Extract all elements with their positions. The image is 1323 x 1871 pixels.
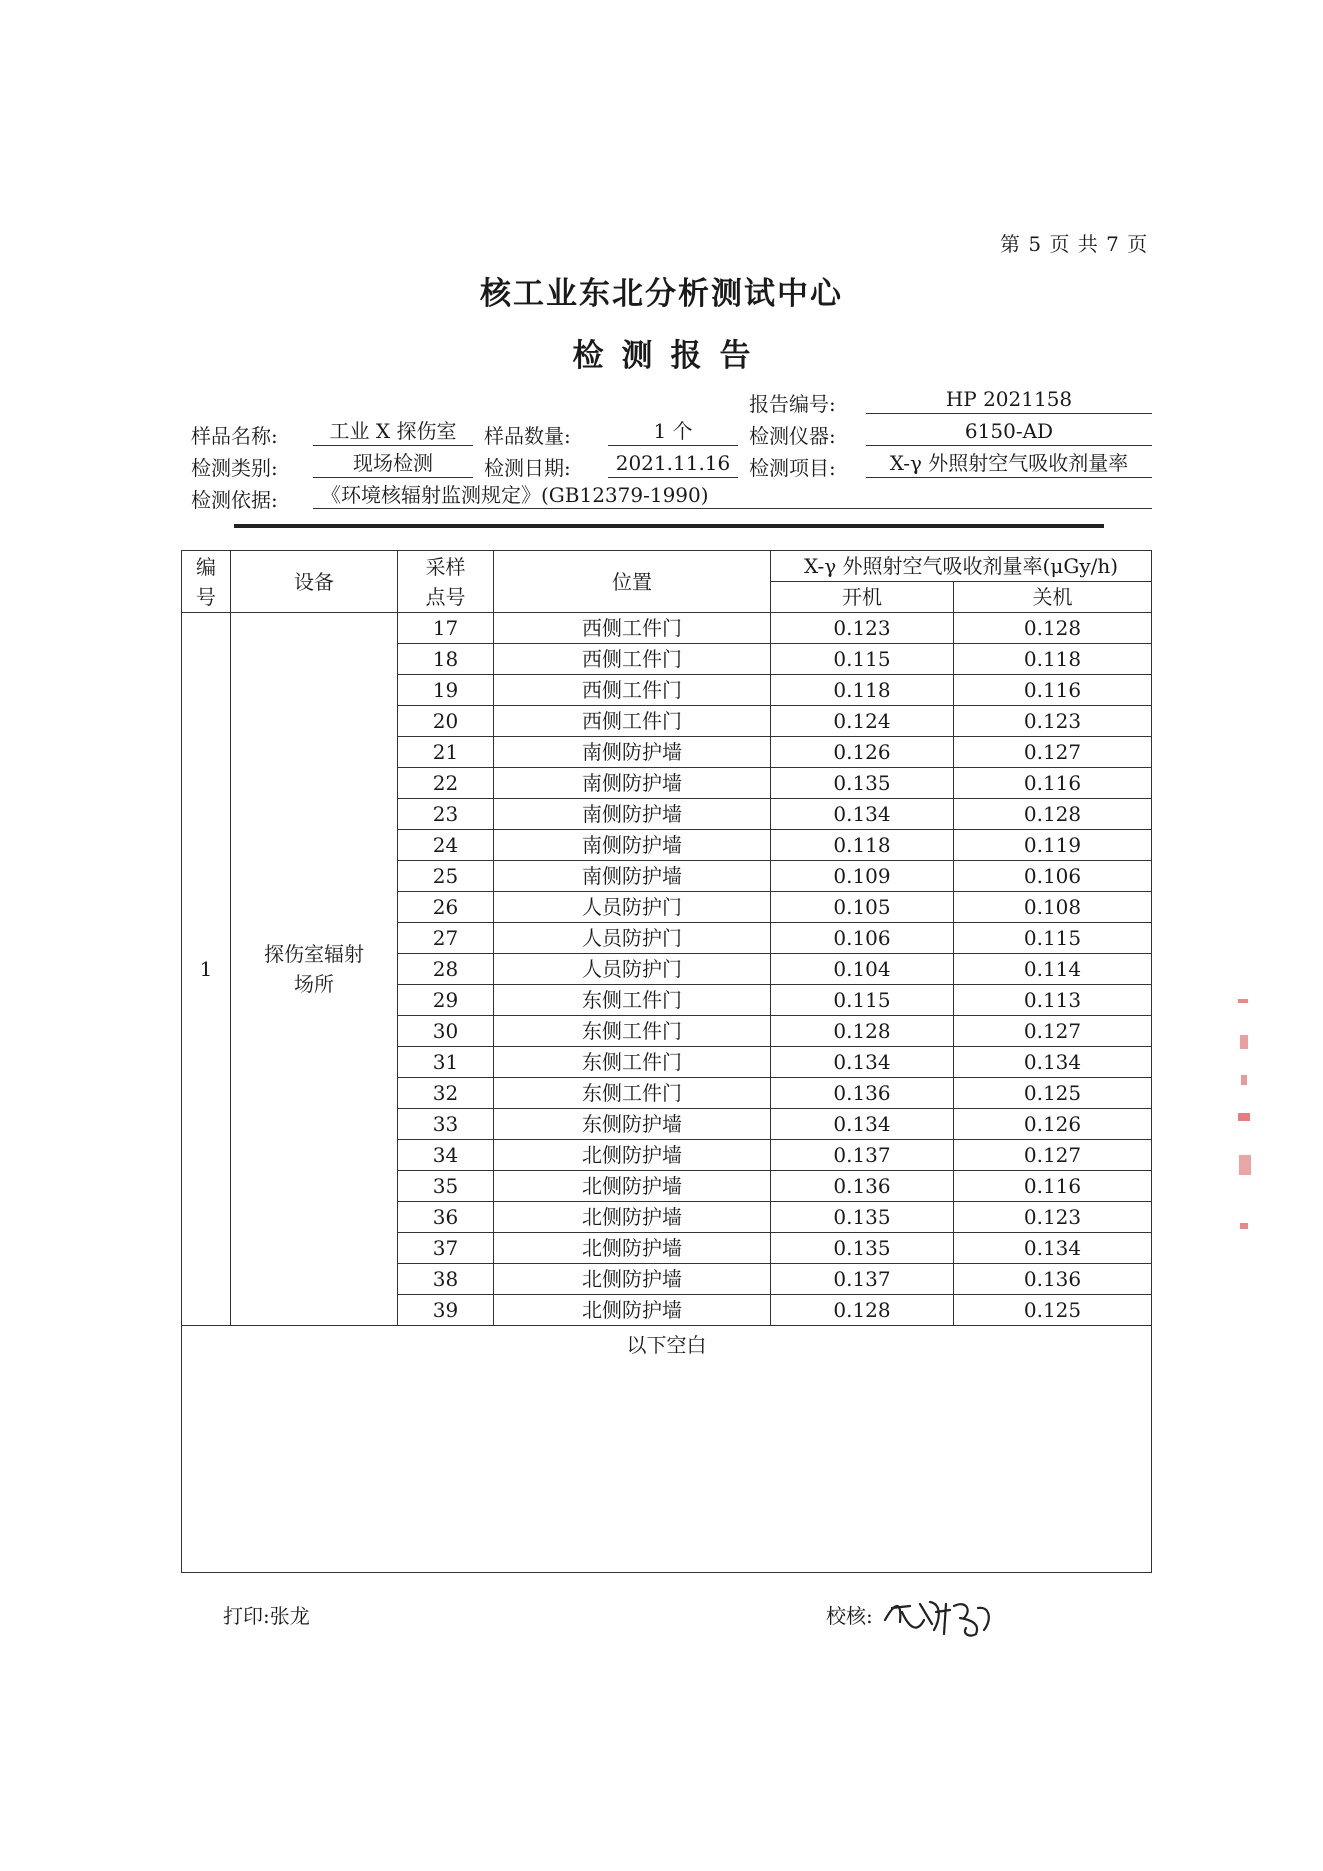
header-point: 采样点号	[398, 551, 494, 613]
cell-off: 0.125	[954, 1078, 1152, 1109]
cell-off: 0.116	[954, 768, 1152, 799]
cell-off: 0.119	[954, 830, 1152, 861]
cell-point: 28	[398, 954, 494, 985]
cell-point: 39	[398, 1295, 494, 1326]
cell-position: 人员防护门	[494, 923, 771, 954]
page-number: 第 5 页 共 7 页	[1000, 232, 1149, 256]
cell-position: 西侧工件门	[494, 613, 771, 644]
test-item-label: 检测项目:	[749, 456, 836, 480]
group-device: 探伤室辐射场所	[231, 613, 398, 1326]
cell-point: 20	[398, 706, 494, 737]
header-position: 位置	[494, 551, 771, 613]
basis-value: 《环境核辐射监测规定》(GB12379-1990)	[313, 482, 1152, 509]
cell-position: 南侧防护墙	[494, 861, 771, 892]
cell-position: 东侧工件门	[494, 1047, 771, 1078]
report-title: 检测报告	[572, 338, 769, 374]
test-date-value: 2021.11.16	[608, 450, 738, 478]
cell-on: 0.118	[771, 830, 954, 861]
cell-on: 0.136	[771, 1171, 954, 1202]
table-row	[182, 613, 1152, 644]
cell-point: 25	[398, 861, 494, 892]
report-no-value: HP 2021158	[866, 386, 1152, 414]
organization-title: 核工业东北分析测试中心	[480, 276, 843, 312]
cell-position: 北侧防护墙	[494, 1140, 771, 1171]
cell-off: 0.136	[954, 1264, 1152, 1295]
sample-qty-value: 1 个	[608, 418, 738, 446]
printed-by: 打印:张龙	[223, 1604, 310, 1628]
cell-point: 24	[398, 830, 494, 861]
cell-point: 37	[398, 1233, 494, 1264]
cell-on: 0.135	[771, 768, 954, 799]
cell-point: 26	[398, 892, 494, 923]
cell-position: 北侧防护墙	[494, 1295, 771, 1326]
test-date-label: 检测日期:	[484, 456, 571, 480]
cell-on: 0.104	[771, 954, 954, 985]
cell-off: 0.118	[954, 644, 1152, 675]
cell-on: 0.135	[771, 1233, 954, 1264]
cell-off: 0.123	[954, 1202, 1152, 1233]
cell-point: 35	[398, 1171, 494, 1202]
cell-point: 21	[398, 737, 494, 768]
cell-off: 0.134	[954, 1233, 1152, 1264]
cell-off: 0.127	[954, 737, 1152, 768]
cell-position: 东侧工件门	[494, 1078, 771, 1109]
cell-on: 0.115	[771, 985, 954, 1016]
cell-on: 0.115	[771, 644, 954, 675]
cell-off: 0.114	[954, 954, 1152, 985]
measurement-table	[181, 550, 1152, 1573]
blank-note: 以下空白	[182, 1326, 1152, 1573]
cell-position: 西侧工件门	[494, 675, 771, 706]
cell-point: 38	[398, 1264, 494, 1295]
cell-point: 34	[398, 1140, 494, 1171]
cell-off: 0.125	[954, 1295, 1152, 1326]
cell-on: 0.134	[771, 1109, 954, 1140]
cell-point: 22	[398, 768, 494, 799]
cell-off: 0.116	[954, 1171, 1152, 1202]
cell-off: 0.127	[954, 1016, 1152, 1047]
cell-point: 23	[398, 799, 494, 830]
cell-on: 0.105	[771, 892, 954, 923]
cell-off: 0.115	[954, 923, 1152, 954]
cell-point: 30	[398, 1016, 494, 1047]
cell-on: 0.106	[771, 923, 954, 954]
cell-position: 北侧防护墙	[494, 1202, 771, 1233]
checked-label: 校核:	[826, 1604, 873, 1628]
cell-on: 0.137	[771, 1264, 954, 1295]
instrument-value: 6150-AD	[866, 418, 1152, 446]
cell-off: 0.106	[954, 861, 1152, 892]
cell-position: 南侧防护墙	[494, 737, 771, 768]
cell-point: 27	[398, 923, 494, 954]
header-dose-rate: X-γ 外照射空气吸收剂量率(μGy/h)	[771, 551, 1152, 582]
cell-off: 0.128	[954, 613, 1152, 644]
test-item-value: X-γ 外照射空气吸收剂量率	[866, 450, 1152, 478]
cell-on: 0.128	[771, 1016, 954, 1047]
header-divider	[234, 524, 1104, 528]
cell-position: 西侧工件门	[494, 706, 771, 737]
cell-off: 0.127	[954, 1140, 1152, 1171]
report-no-label: 报告编号:	[749, 392, 836, 416]
sample-name-label: 样品名称:	[191, 424, 278, 448]
cell-on: 0.128	[771, 1295, 954, 1326]
cell-off: 0.113	[954, 985, 1152, 1016]
test-type-label: 检测类别:	[191, 456, 278, 480]
cell-position: 西侧工件门	[494, 644, 771, 675]
sample-qty-label: 样品数量:	[484, 424, 571, 448]
cell-off: 0.123	[954, 706, 1152, 737]
cell-on: 0.124	[771, 706, 954, 737]
cell-point: 31	[398, 1047, 494, 1078]
cell-point: 17	[398, 613, 494, 644]
cell-position: 北侧防护墙	[494, 1233, 771, 1264]
sample-name-value: 工业 X 探伤室	[313, 418, 473, 446]
cell-position: 北侧防护墙	[494, 1171, 771, 1202]
cell-point: 33	[398, 1109, 494, 1140]
cell-point: 29	[398, 985, 494, 1016]
cell-off: 0.108	[954, 892, 1152, 923]
header-on: 开机	[771, 582, 954, 613]
cell-position: 南侧防护墙	[494, 768, 771, 799]
cell-position: 东侧工件门	[494, 1016, 771, 1047]
cell-point: 19	[398, 675, 494, 706]
instrument-label: 检测仪器:	[749, 424, 836, 448]
cell-position: 北侧防护墙	[494, 1264, 771, 1295]
header-device: 设备	[231, 551, 398, 613]
cell-position: 南侧防护墙	[494, 830, 771, 861]
cell-on: 0.134	[771, 799, 954, 830]
cell-on: 0.134	[771, 1047, 954, 1078]
cell-on: 0.137	[771, 1140, 954, 1171]
header-off: 关机	[954, 582, 1152, 613]
cell-off: 0.128	[954, 799, 1152, 830]
cell-off: 0.116	[954, 675, 1152, 706]
header-no: 编号	[182, 551, 231, 613]
cell-position: 人员防护门	[494, 954, 771, 985]
cell-on: 0.126	[771, 737, 954, 768]
group-number: 1	[182, 613, 231, 1326]
cell-point: 18	[398, 644, 494, 675]
cell-on: 0.118	[771, 675, 954, 706]
cell-point: 36	[398, 1202, 494, 1233]
cell-position: 东侧工件门	[494, 985, 771, 1016]
cell-on: 0.135	[771, 1202, 954, 1233]
cell-position: 南侧防护墙	[494, 799, 771, 830]
seal-stamp-edge	[1232, 995, 1254, 1235]
test-type-value: 现场检测	[313, 450, 473, 478]
cell-off: 0.126	[954, 1109, 1152, 1140]
cell-point: 32	[398, 1078, 494, 1109]
basis-label: 检测依据:	[191, 488, 278, 512]
checker-signature	[880, 1590, 1000, 1640]
cell-on: 0.109	[771, 861, 954, 892]
cell-on: 0.123	[771, 613, 954, 644]
cell-position: 人员防护门	[494, 892, 771, 923]
cell-position: 东侧防护墙	[494, 1109, 771, 1140]
cell-off: 0.134	[954, 1047, 1152, 1078]
cell-on: 0.136	[771, 1078, 954, 1109]
